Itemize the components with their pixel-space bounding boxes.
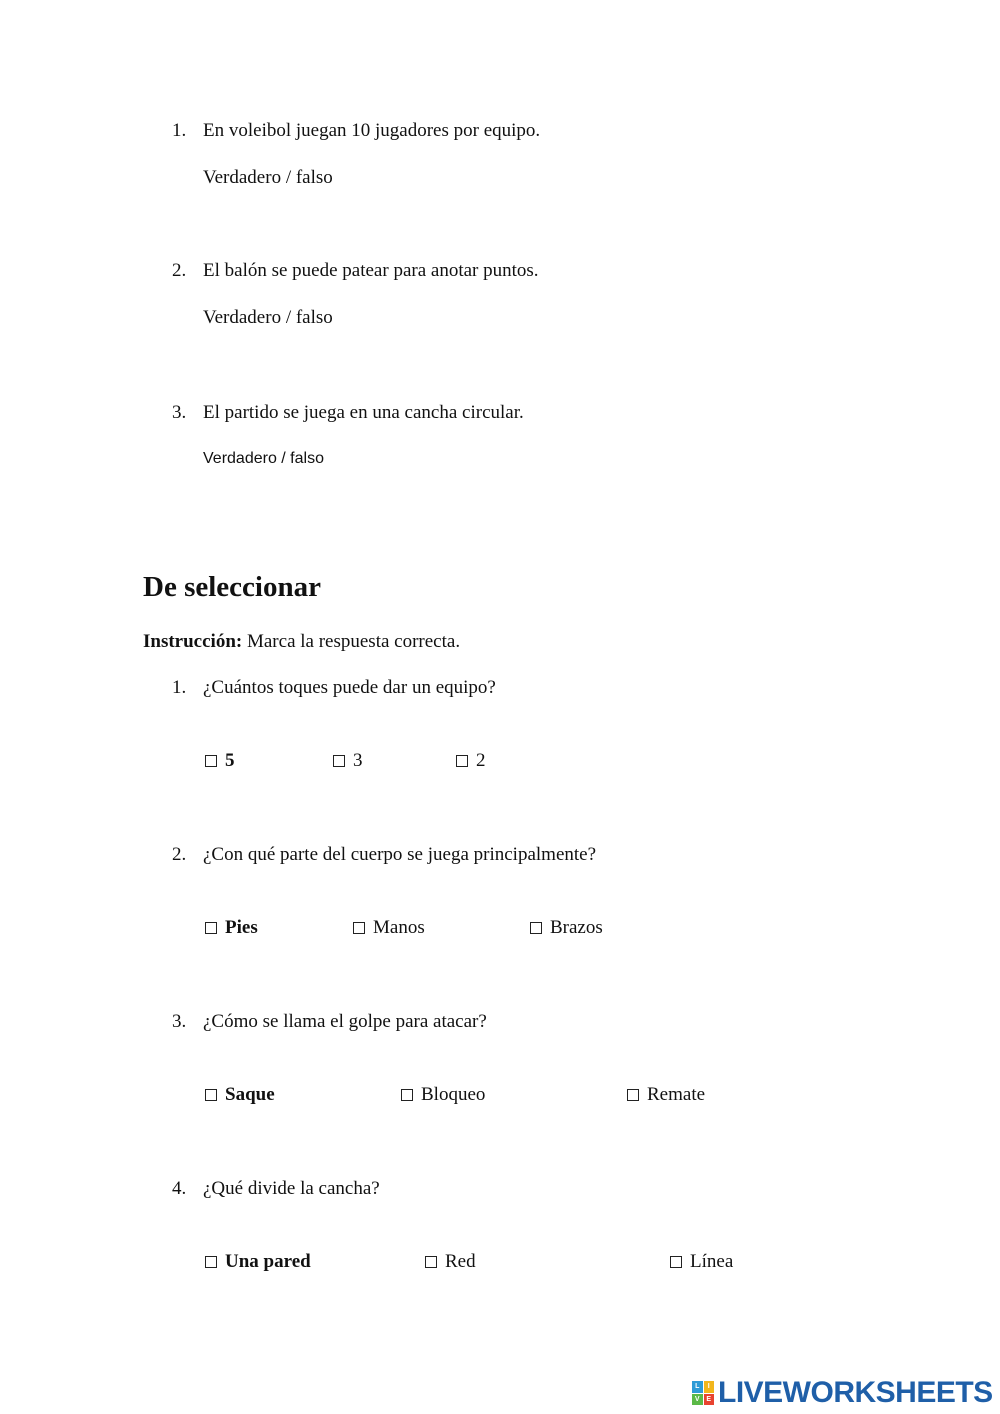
tf-item-3-number: 3. xyxy=(172,402,187,423)
mc-q4-option-1[interactable] xyxy=(205,1251,311,1273)
option-label: Brazos xyxy=(550,917,603,938)
option-label: Bloqueo xyxy=(421,1084,486,1105)
option-label: 5 xyxy=(225,750,235,771)
logo-tiles-icon xyxy=(692,1381,714,1405)
mc-q1-text: ¿Cuántos toques puede dar un equipo? xyxy=(203,677,496,698)
mc-q4-number: 4. xyxy=(172,1178,187,1199)
logo-wordmark: LIVEWORKSHEETS xyxy=(718,1376,993,1409)
mc-q2-text: ¿Con qué parte del cuerpo se juega principalmente? xyxy=(203,844,597,865)
option-label: Saque xyxy=(225,1084,275,1105)
checkbox-icon[interactable] xyxy=(333,755,345,767)
instruction-label: Instrucción: xyxy=(143,631,243,652)
tf-item-2-number: 2. xyxy=(172,260,187,281)
checkbox-icon[interactable] xyxy=(205,922,217,934)
mc-q2-option-3[interactable] xyxy=(530,917,603,939)
option-label: 2 xyxy=(476,750,486,771)
checkbox-icon[interactable] xyxy=(530,922,542,934)
option-label: Una pared xyxy=(225,1251,311,1272)
tf-item-3-text: El partido se juega en una cancha circular. xyxy=(203,402,524,423)
checkbox-icon[interactable] xyxy=(425,1256,437,1268)
mc-q2-option-2[interactable] xyxy=(353,917,425,939)
mc-q1-option-1[interactable] xyxy=(205,750,235,772)
checkbox-icon[interactable] xyxy=(627,1089,639,1101)
checkbox-icon[interactable] xyxy=(205,755,217,767)
mc-q2-number: 2. xyxy=(172,844,187,865)
mc-q2-option-1[interactable] xyxy=(205,917,258,939)
instruction-text: Marca la respuesta correcta. xyxy=(242,631,461,652)
mc-q3-option-1[interactable] xyxy=(205,1084,275,1106)
mc-q1-option-2[interactable] xyxy=(333,750,363,772)
logo-tile: L xyxy=(692,1381,703,1393)
mc-q1-option-3[interactable] xyxy=(456,750,486,772)
liveworksheets-logo xyxy=(692,1376,993,1410)
checkbox-icon[interactable] xyxy=(401,1089,413,1101)
tf-item-2-text: El balón se puede patear para anotar puntos. xyxy=(203,260,539,281)
tf-item-1-number: 1. xyxy=(172,120,187,141)
tf-item-3-answer[interactable]: Verdadero / falso xyxy=(203,450,324,467)
mc-q3-text: ¿Cómo se llama el golpe para atacar? xyxy=(203,1011,487,1032)
option-label: Línea xyxy=(690,1251,734,1272)
tf-item-2-answer[interactable]: Verdadero / falso xyxy=(203,307,333,328)
mc-q4-text: ¿Qué divide la cancha? xyxy=(203,1178,380,1199)
checkbox-icon[interactable] xyxy=(205,1256,217,1268)
option-label: Red xyxy=(445,1251,476,1272)
logo-tile: I xyxy=(704,1381,715,1393)
option-label: 3 xyxy=(353,750,363,771)
checkbox-icon[interactable] xyxy=(353,922,365,934)
mc-q4-option-2[interactable] xyxy=(425,1251,476,1273)
mc-q3-option-3[interactable] xyxy=(627,1084,705,1106)
option-label: Manos xyxy=(373,917,425,938)
logo-tile: V xyxy=(692,1394,703,1406)
checkbox-icon[interactable] xyxy=(205,1089,217,1101)
checkbox-icon[interactable] xyxy=(456,755,468,767)
mc-q4-option-3[interactable] xyxy=(670,1251,733,1273)
option-label: Remate xyxy=(647,1084,706,1105)
instruction xyxy=(143,631,460,653)
checkbox-icon[interactable] xyxy=(670,1256,682,1268)
tf-item-1-text: En voleibol juegan 10 jugadores por equipo. xyxy=(203,120,541,141)
section-title: De seleccionar xyxy=(143,571,321,603)
logo-tile: E xyxy=(704,1394,715,1406)
mc-q1-number: 1. xyxy=(172,677,187,698)
mc-q3-number: 3. xyxy=(172,1011,187,1032)
option-label: Pies xyxy=(225,917,258,938)
tf-item-1-answer[interactable]: Verdadero / falso xyxy=(203,167,333,188)
mc-q3-option-2[interactable] xyxy=(401,1084,485,1106)
